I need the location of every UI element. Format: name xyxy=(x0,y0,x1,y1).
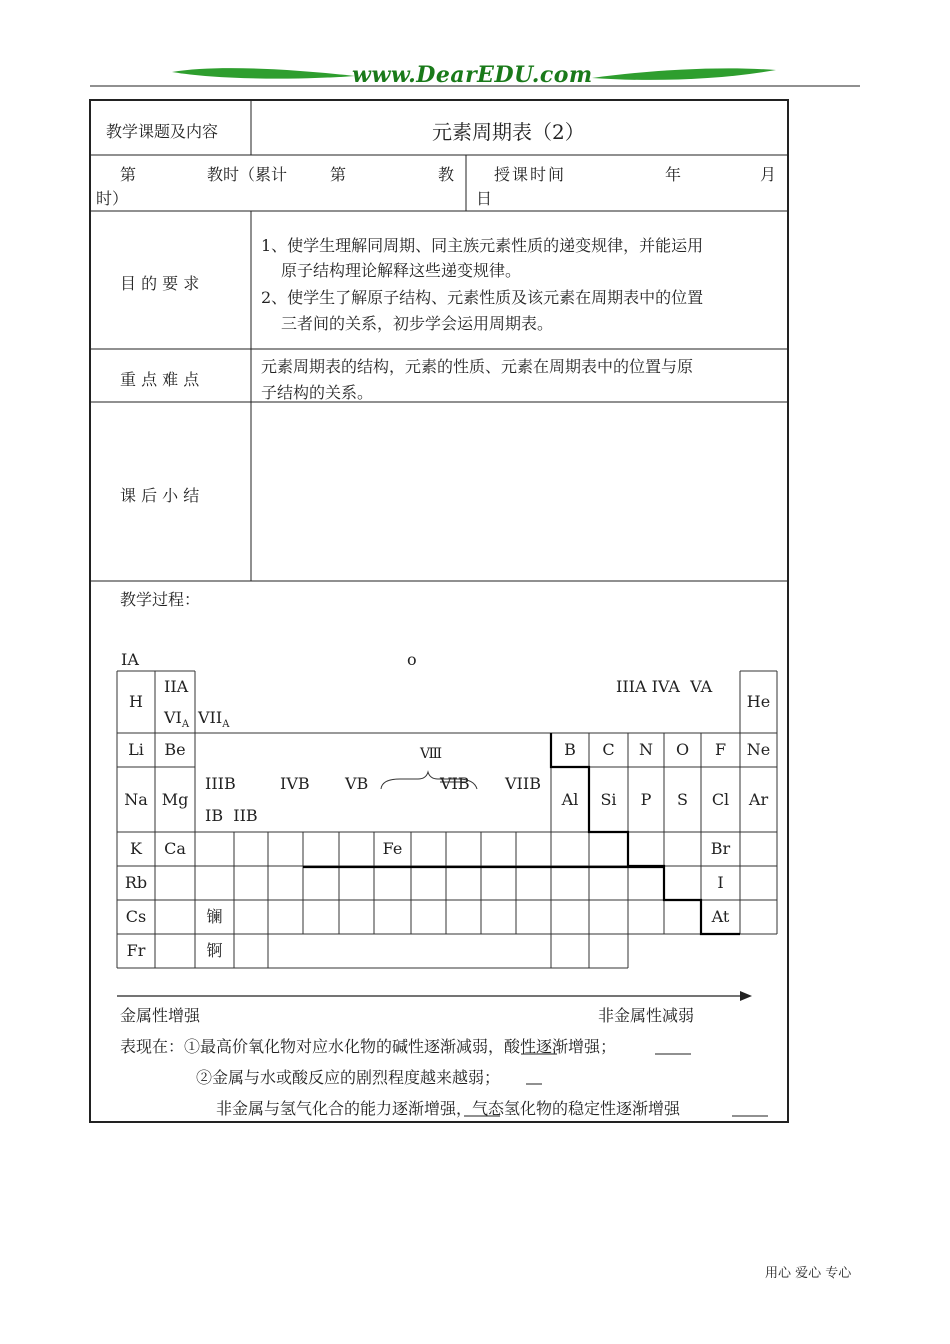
metal-nonmetal-boundary xyxy=(551,733,740,934)
element-Al: Al xyxy=(561,790,579,809)
group-ivb: IVB xyxy=(280,774,310,793)
key-b: 子结构的关系。 xyxy=(261,383,374,402)
element-Cl: Cl xyxy=(711,790,730,809)
element-Ar: Ar xyxy=(748,790,769,809)
trend-line-3: 非金属与氢气化合的能力逐渐增强，气态氢化物的稳定性逐渐增强 xyxy=(216,1099,681,1118)
goal-2b: 三者间的关系，初步学会运用周期表。 xyxy=(281,314,554,333)
group-iiia-iva-va: IIIA IVA VA xyxy=(616,677,713,696)
topic-title: 元素周期表（2） xyxy=(432,120,585,144)
time-month: 月 xyxy=(760,165,777,184)
group-viii: Ⅷ xyxy=(420,746,443,762)
element-Na: Na xyxy=(124,790,148,809)
element-Fe: Fe xyxy=(382,839,403,858)
trend-right-label: 非金属性减弱 xyxy=(598,1006,695,1025)
period-text-4: 教 xyxy=(438,165,455,184)
time-day: 日 xyxy=(476,189,493,208)
period-text-1: 第 xyxy=(120,165,137,184)
element-Ca: Ca xyxy=(164,839,186,858)
element-P: P xyxy=(640,790,652,809)
goal-2a: 2、使学生了解原子结构、元素性质及该元素在周期表中的位置 xyxy=(261,288,704,307)
key-label: 重 点 难 点 xyxy=(120,370,200,389)
element-Br: Br xyxy=(710,839,731,858)
group-ib-iib: IB IIB xyxy=(205,806,258,825)
group-vib: VIB xyxy=(440,774,470,793)
group-via: $VI_A$ xyxy=(164,708,190,731)
element-At: At xyxy=(711,907,730,926)
group-0: o xyxy=(407,650,417,669)
period-text-2: 教时（累计 xyxy=(207,165,288,184)
time-year: 年 xyxy=(665,165,682,184)
period-text-3: 第 xyxy=(330,165,347,184)
element-Rb: Rb xyxy=(124,873,148,892)
topic-label: 教学课题及内容 xyxy=(106,122,219,141)
process-label: 教学过程： xyxy=(120,590,201,609)
group-viib: VIIB xyxy=(505,774,541,793)
element-S: S xyxy=(677,790,688,809)
group-iiib: IIIB xyxy=(205,774,236,793)
site-logo-text: www.DearEDU.com xyxy=(352,62,593,88)
element-He: He xyxy=(746,692,771,711)
trend-line-2: ②金属与水或酸反应的剧烈程度越来越弱； xyxy=(196,1068,501,1087)
time-label: 授课时间 xyxy=(494,165,567,184)
element-Cs: Cs xyxy=(125,907,147,926)
group-vb: VB xyxy=(345,774,369,793)
element-La: 镧 xyxy=(206,907,223,926)
group-iia: IIA xyxy=(164,677,189,696)
element-O: O xyxy=(675,740,690,759)
goal-1a: 1、使学生理解同周期、同主族元素性质的递变规律，并能运用 xyxy=(261,236,704,255)
key-a: 元素周期表的结构，元素的性质、元素在周期表中的位置与原 xyxy=(261,357,694,376)
element-I: I xyxy=(717,873,724,892)
element-Ne: Ne xyxy=(746,740,771,759)
goal-label: 目 的 要 求 xyxy=(120,274,200,293)
element-Si: Si xyxy=(600,790,617,809)
goal-1b: 原子结构理论解释这些递变规律。 xyxy=(281,261,522,280)
element-K: K xyxy=(130,839,142,858)
element-Fr: Fr xyxy=(126,941,146,960)
trend-line-1: 表现在：①最高价氧化物对应水化物的碱性逐渐减弱，酸性逐渐增强； xyxy=(120,1037,617,1056)
period-text-5: 时） xyxy=(96,189,129,208)
trend-left-label: 金属性增强 xyxy=(120,1006,201,1025)
element-H: H xyxy=(129,692,143,711)
element-F: F xyxy=(714,740,727,759)
footer-motto: 用心 爱心 专心 xyxy=(765,1266,852,1281)
element-Be: Be xyxy=(164,740,186,759)
element-Li: Li xyxy=(128,740,144,759)
summary-label: 课 后 小 结 xyxy=(120,486,200,505)
element-Ac: 锕 xyxy=(206,941,223,960)
group-viia: $VII_A$ xyxy=(198,708,230,731)
element-N: N xyxy=(639,740,653,759)
element-C: C xyxy=(602,740,615,759)
element-Mg: Mg xyxy=(161,790,189,809)
trend-arrow-head xyxy=(740,991,752,1001)
group-ia: IA xyxy=(121,650,139,669)
element-B: B xyxy=(564,740,576,759)
